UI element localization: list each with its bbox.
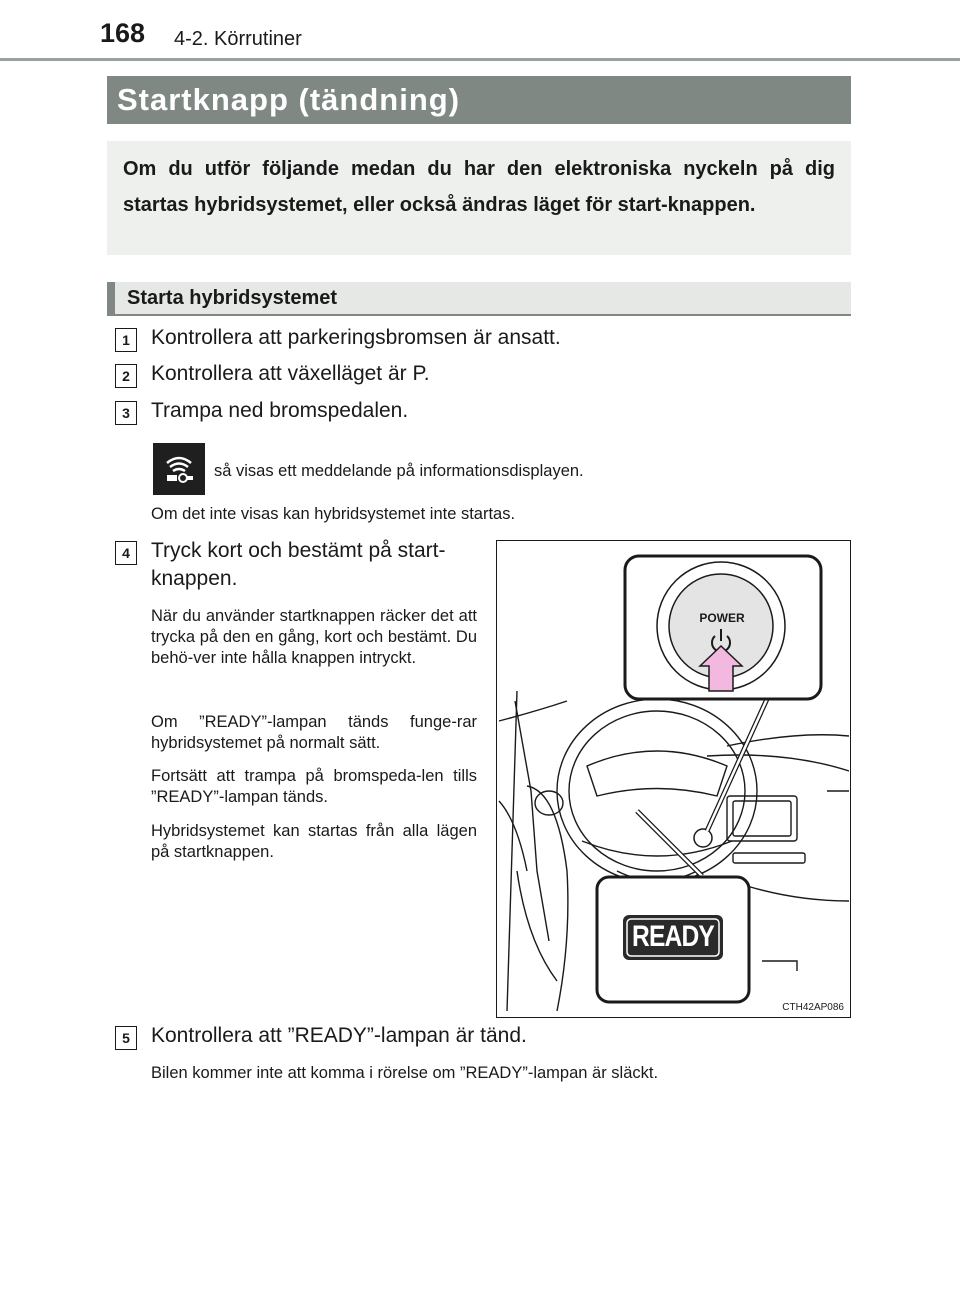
step5-note: Bilen kommer inte att komma i rörelse om ”READY”-lampan är släckt. [151,1064,659,1082]
section-title: 4-2. Körrutiner [174,28,302,50]
power-label: POWER [699,611,745,625]
figure-code: CTH42AP086 [782,1002,844,1013]
ready-label: READY [632,920,715,953]
header-rule [0,58,960,61]
step-number-2: 2 [115,364,137,388]
intro-box [107,141,851,255]
step-text-2: Kontrollera att växelläget är P. [151,362,430,385]
step4-paragraph-1: När du använder startknappen räcker det att trycka på den en gång, kort och bestämt. Du behö-ver inte hålla knappen intryckt. [151,607,477,667]
key-brake-indicator-icon [153,443,205,495]
step-text-5: Kontrollera att ”READY”-lampan är tänd. [151,1024,527,1047]
step-text-3: Trampa ned bromspedalen. [151,399,409,422]
subheading: Starta hybridsystemet [107,282,851,316]
figure-dashboard [496,540,851,1018]
page-number: 168 [100,18,146,48]
intro-text: Om du utför följande medan du har den elektroniska nyckeln på dig startas hybridsystemet, eller också ändras läget för start-knappen. [123,158,835,216]
step-number-3: 3 [115,401,137,425]
step-number-5: 5 [115,1026,137,1050]
step-text-4-line2: knappen. [151,567,238,590]
step-number-1: 1 [115,328,137,352]
step4-paragraph-2: Om ”READY”-lampan tänds funge-rar hybridsystemet på normalt sätt. [151,713,477,752]
step4-paragraph-4: Hybridsystemet kan startas från alla lägen på startknappen. [151,822,477,861]
step-text-1: Kontrollera att parkeringsbromsen är ansatt. [151,326,561,349]
not-shown-note: Om det inte visas kan hybridsystemet inte startas. [151,505,516,523]
page-title: Startknapp (tändning) [107,76,851,124]
step-text-4-line1: Tryck kort och bestämt på start- [151,539,446,562]
step-number-4: 4 [115,541,137,565]
display-message-note: så visas ett meddelande på informationsdisplayen. [214,462,584,480]
step4-paragraph-3: Fortsätt att trampa på bromspeda-len tills ”READY”-lampan tänds. [151,767,477,806]
